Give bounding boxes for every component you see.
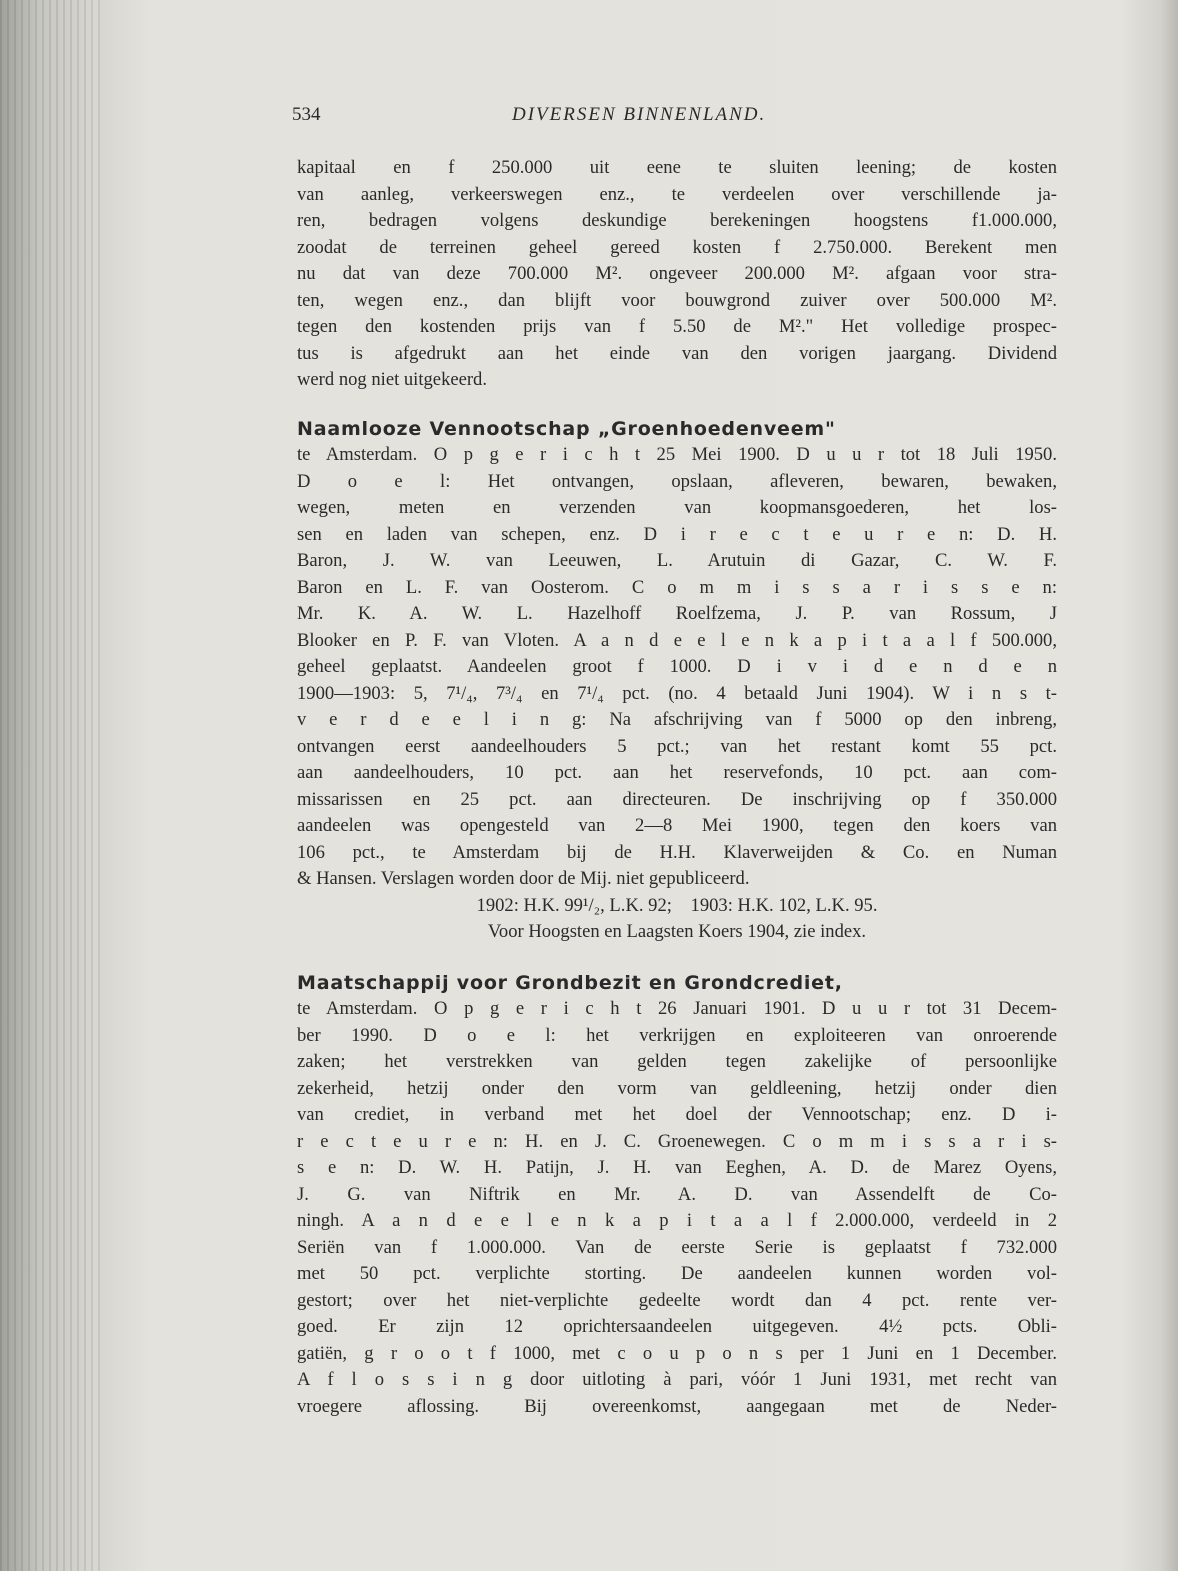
text-line: te Amsterdam. O p g e r i c h t 26 Januari 1901. D u u r tot 31 Decem-: [297, 998, 1057, 1019]
text-line: ren, bedragen volgens deskundige berekeningen hoogstens f1.000.000,: [297, 210, 1057, 231]
text-line: Baron, J. W. van Leeuwen, L. Arutuin di Gazar, C. W. F.: [297, 550, 1057, 571]
text-line: v e r d e e l i n g: Na afschrijving van f 5000 op den inbreng,: [297, 709, 1057, 730]
text-line: werd nog niet uitgekeerd.: [297, 369, 488, 390]
text-line: wegen, meten en verzenden van koopmansgoederen, het los-: [297, 497, 1057, 518]
entry-heading: Naamlooze Vennootschap „Groenhoedenveem": [297, 417, 836, 440]
text-line: goed. Er zijn 12 oprichtersaandeelen uitgegeven. 4½ pcts. Obli-: [297, 1316, 1057, 1337]
text-line: zekerheid, hetzij onder den vorm van geldleening, hetzij onder dien: [297, 1077, 1057, 1099]
index-reference: Voor Hoogsten en Laagsten Koers 1904, zie index.: [487, 921, 867, 942]
text-line: 1900—1903: 5, 7¹/₄, 7³/₄ en 7¹/₄ pct. (no. 4 betaald Juni 1904). W i n s t-: [297, 682, 1057, 704]
entry-grondbezit: [297, 970, 1057, 1421]
text-line: ontvangen eerst aandeelhouders 5 pct.; van het restant komt 55 pct.: [297, 735, 1057, 757]
running-title: DIVERSEN BINNENLAND.: [512, 104, 767, 125]
text-line: aan aandeelhouders, 10 pct. aan het reservefonds, 10 pct. aan com-: [297, 762, 1057, 783]
entry-groenhoedenveem: [297, 416, 1057, 946]
text-line: vroegere aflossing. Bij overeenkomst, aangegaan met de Neder-: [297, 1395, 1057, 1417]
text-line: tus is afgedrukt aan het einde van den vorigen jaargang. Dividend: [297, 342, 1057, 364]
text-line: gestort; over het niet-verplichte gedeelte wordt dan 4 pct. rente ver-: [297, 1289, 1057, 1311]
text-line: geheel geplaatst. Aandeelen groot f 1000. D i v i d e n d e n: [297, 656, 1057, 677]
text-line: ten, wegen enz., dan blijft voor bouwgrond zuiver over 500.000 M².: [297, 289, 1057, 311]
text-line: & Hansen. Verslagen worden door de Mij. niet gepubliceerd.: [297, 868, 750, 889]
text-line: met 50 pct. verplichte storting. De aandeelen kunnen worden vol-: [297, 1263, 1057, 1284]
text-line: Seriën van f 1.000.000. Van de eerste Serie is geplaatst f 732.000: [297, 1236, 1057, 1258]
text-line: Blooker en P. F. van Vloten. A a n d e e l e n k a p i t a a l f 500.000,: [297, 629, 1057, 651]
text-line: kapitaal en f 250.000 uit eene te sluiten leening; de kosten: [297, 157, 1057, 178]
book-gutter: [0, 0, 100, 1571]
text-line: Mr. K. A. W. L. Hazelhoff Roelfzema, J. P. van Rossum, J: [297, 603, 1057, 624]
paragraph-gap: [297, 394, 1057, 416]
text-line: gatiën, g r o o t f 1000, met c o u p o n s per 1 Juni en 1 December.: [297, 1342, 1057, 1364]
text-line: 106 pct., te Amsterdam bij de H.H. Klaverweijden & Co. en Numan: [297, 841, 1057, 863]
intro-paragraph: [297, 155, 1057, 394]
text-line: zoodat de terreinen geheel gereed kosten f 2.750.000. Berekent men: [297, 236, 1057, 258]
text-line: J. G. van Niftrik en Mr. A. D. van Assendelft de Co-: [297, 1183, 1057, 1205]
text-line: tegen den kostenden prijs van f 5.50 de M²." Het volledige prospec-: [297, 316, 1057, 337]
text-line: sen en laden van schepen, enz. D i r e c t e u r e n: D. H.: [297, 523, 1057, 545]
text-line: A f l o s s i n g door uitloting à pari, vóór 1 Juni 1931, met recht van: [297, 1369, 1057, 1390]
text-line: te Amsterdam. O p g e r i c h t 25 Mei 1900. D u u r tot 18 Juli 1950.: [297, 444, 1057, 465]
entry-heading: Maatschappij voor Grondbezit en Grondcrediet,: [297, 971, 843, 994]
text-line: r e c t e u r e n: H. en J. C. Groenewegen. C o m m i s s a r i s-: [297, 1130, 1057, 1152]
text-line: ningh. A a n d e e l e n k a p i t a a l f 2.000.000, verdeeld in 2: [297, 1210, 1057, 1231]
text-line: missarissen en 25 pct. aan directeuren. De inschrijving op f 350.000: [297, 788, 1057, 810]
running-head: [292, 104, 1054, 130]
text-line: nu dat van deze 700.000 M². ongeveer 200.000 M². afgaan voor stra-: [297, 263, 1057, 284]
paragraph-gap: [297, 946, 1057, 970]
text-line: aandeelen was opengesteld van 2—8 Mei 1900, tegen den koers van: [297, 815, 1057, 836]
text-line: Baron en L. F. van Oosterom. C o m m i s s a r i s s e n:: [297, 576, 1057, 598]
body-text: [297, 155, 1057, 1420]
text-line: van crediet, in verband met het doel der Vennootschap; enz. D i-: [297, 1104, 1057, 1125]
text-line: ber 1990. D o e l: het verkrijgen en exploiteeren van onroerende: [297, 1024, 1057, 1046]
text-line: van aanleg, verkeerswegen enz., te verdeelen over verschillende ja-: [297, 183, 1057, 205]
text-line: s e n: D. W. H. Patijn, J. H. van Eeghen, A. D. de Marez Oyens,: [297, 1157, 1057, 1178]
text-line: zaken; het verstrekken van gelden tegen zakelijke of persoonlijke: [297, 1051, 1057, 1072]
koers-line: 1902: H.K. 99¹/₂, L.K. 92; 1903: H.K. 102, L.K. 95.: [476, 894, 878, 916]
page-number: 534: [292, 104, 321, 125]
text-line: D o e l: Het ontvangen, opslaan, afleveren, bewaren, bewaken,: [297, 470, 1057, 492]
